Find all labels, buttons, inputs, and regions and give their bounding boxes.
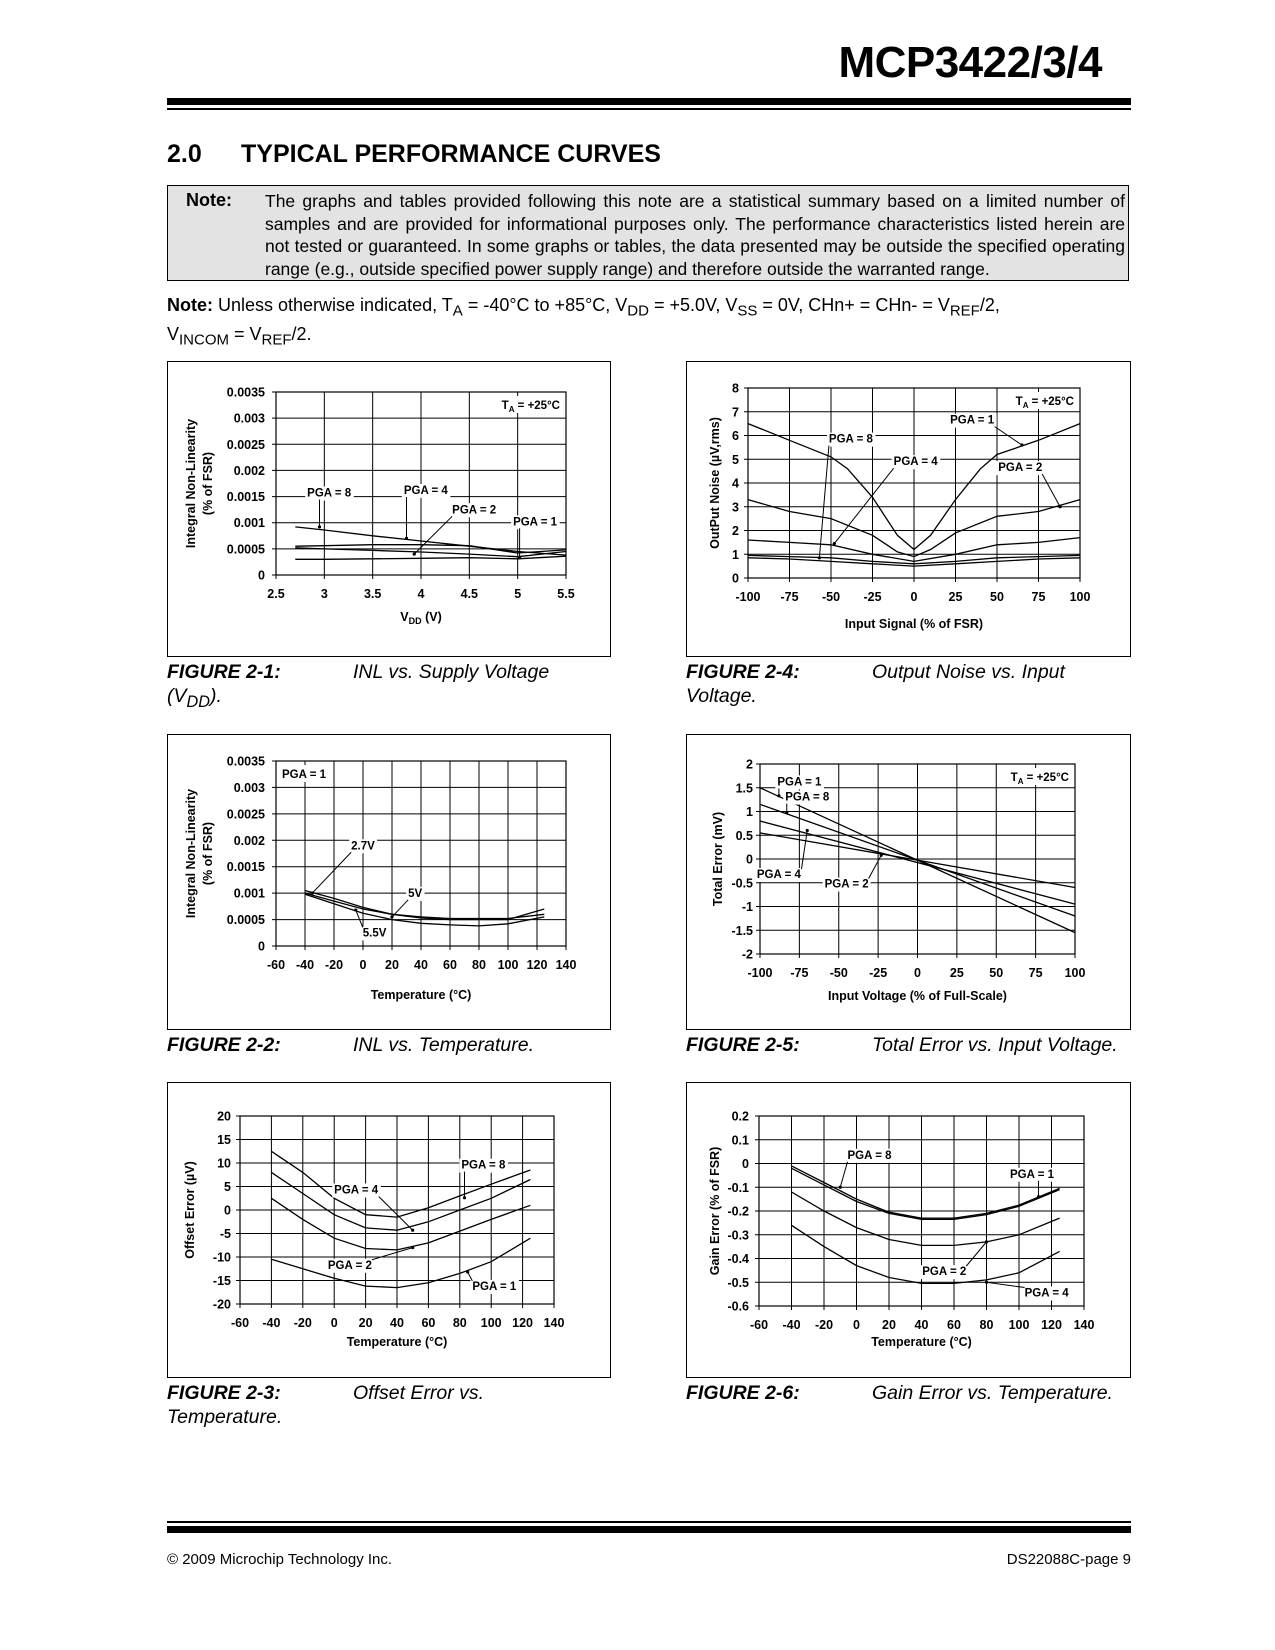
x-tick-label: -60	[266, 958, 286, 972]
series-label-pointer	[777, 794, 780, 797]
x-tick-label: 40	[390, 1316, 404, 1330]
series-label-pointer	[1058, 505, 1061, 508]
x-tick-label: -75	[790, 966, 809, 980]
x-tick-label: 120	[1041, 1318, 1062, 1332]
series-label: PGA = 4	[893, 456, 938, 469]
figure-caption-2-6	[686, 1381, 1131, 1405]
x-tick-label: -40	[295, 958, 315, 972]
conditions-sub: A	[452, 302, 463, 320]
y-tick-label: 0.0015	[226, 490, 265, 505]
x-axis-label-suffix: (V)	[421, 610, 442, 624]
document-title: MCP3422/3/4	[838, 38, 1102, 87]
y-tick-label: 8	[732, 381, 739, 396]
figure-caption-text: INL vs. Temperature.	[353, 1034, 535, 1056]
y-tick-label: 0.003	[233, 411, 265, 426]
chart-annotation-suffix: = +25°C	[514, 400, 560, 412]
series-label-leader	[801, 831, 807, 870]
x-tick-label: 5	[514, 587, 522, 601]
series-label-leader	[392, 900, 408, 917]
conditions-text: = 0V, CHn+ = CHn- = V	[757, 295, 950, 315]
footer-rule-thin	[167, 1521, 1131, 1523]
y-tick-label: -10	[212, 1250, 231, 1265]
x-tick-label: -50	[821, 590, 841, 604]
y-tick-label: 0.003	[233, 780, 265, 795]
x-tick-label: 120	[526, 958, 548, 972]
x-tick-label: 0	[359, 958, 367, 972]
y-tick-label: -0.2	[727, 1204, 749, 1219]
x-tick-label: -20	[293, 1316, 312, 1330]
y-tick-label: -1.5	[731, 923, 753, 938]
series-label: PGA = 8	[828, 433, 873, 446]
y-tick-label: 6	[732, 429, 739, 443]
series-label: PGA = 2	[452, 504, 497, 517]
x-tick-label: 4.5	[460, 587, 479, 601]
chart-noise-vs-input-svg	[687, 362, 1132, 658]
x-tick-label: 75	[1031, 590, 1046, 604]
x-tick-label: 0	[914, 966, 921, 980]
chart-annotation: $T_A = +25^\circ C$	[1010, 772, 1069, 786]
series-label-leader	[312, 852, 351, 893]
y-tick-label: -5	[219, 1227, 231, 1241]
figure-caption-text: INL vs. Supply Voltage	[353, 661, 550, 683]
x-tick-label: 4	[417, 587, 425, 601]
chart-inl-vs-temp-svg	[168, 735, 612, 1031]
section-heading	[167, 140, 661, 169]
chart-gain-error-svg	[687, 1083, 1132, 1379]
series-label: PGA = 8	[307, 487, 352, 500]
y-tick-label: 2	[746, 757, 753, 772]
conditions-text: = V	[229, 323, 262, 344]
y-tick-label: 0	[746, 852, 753, 867]
conditions-text: /2,	[979, 295, 1000, 315]
chart-annotation-sub: A	[508, 405, 515, 414]
header-rule	[167, 98, 1131, 105]
series-label-leader	[1042, 474, 1060, 507]
series-label: PGA = 8	[785, 791, 830, 804]
y-axis-label-units: (% of FSR)	[201, 451, 215, 516]
y-tick-label: 10	[217, 1156, 231, 1171]
y-tick-label: -0.1	[727, 1180, 749, 1195]
conditions-sub: REF	[261, 331, 292, 349]
conditions-text: = -40°C to +85°C, V	[462, 295, 628, 315]
x-tick-label: 100	[497, 958, 519, 972]
y-tick-label: 0.2	[731, 1109, 749, 1124]
x-tick-label: -40	[782, 1318, 801, 1332]
y-tick-label: 0.1	[731, 1133, 749, 1148]
y-axis-label: Offset Error (µV)	[183, 1161, 197, 1259]
x-tick-label: 140	[1073, 1318, 1095, 1332]
chart-total-error	[686, 734, 1131, 1030]
x-tick-label: 140	[555, 958, 577, 972]
chart-annotation-sub: A	[1017, 777, 1024, 786]
chart-annotation-suffix: = +25°C	[1028, 396, 1074, 408]
x-tick-label: 75	[1028, 966, 1043, 980]
y-tick-label: 0.001	[233, 886, 265, 901]
y-tick-label: -0.3	[727, 1228, 749, 1243]
chart-annotation: PGA = 1	[282, 769, 326, 781]
x-tick-label: 50	[989, 966, 1004, 980]
figure-caption-text: Voltage.	[686, 685, 757, 707]
x-tick-label: 60	[947, 1318, 961, 1332]
series-label-leader	[840, 1162, 847, 1188]
figure-caption-2-1	[167, 660, 611, 714]
x-tick-label: 40	[914, 1318, 929, 1332]
y-tick-label: -1	[741, 900, 753, 914]
x-tick-label: -50	[829, 966, 848, 980]
x-axis-label: Input Signal (% of FSR)	[844, 617, 984, 631]
x-tick-label: 3.5	[363, 587, 382, 601]
series-label-pointer	[806, 829, 809, 832]
y-tick-label: 7	[732, 405, 739, 420]
x-tick-label: 60	[421, 1316, 436, 1330]
chart-annotation: $T_A = +25^\circ C$	[1015, 396, 1074, 410]
y-tick-label: 0.0015	[226, 860, 265, 875]
figure-caption-2-4	[686, 660, 1131, 708]
x-tick-label: -75	[780, 590, 799, 604]
section-number: 2.0	[167, 140, 202, 168]
header-rule-thin	[167, 108, 1131, 110]
chart-gain-error	[686, 1082, 1131, 1378]
chart-annotation-sub: A	[1022, 401, 1029, 410]
conditions-label: Note:	[167, 295, 213, 315]
series-line	[295, 527, 566, 555]
chart-inl-vs-supply-svg	[168, 362, 612, 658]
y-tick-label: 4	[732, 476, 739, 491]
chart-annotation-suffix: = +25°C	[1023, 772, 1069, 784]
figure-caption-text: Output Noise vs. Input	[872, 661, 1065, 683]
y-tick-label: -20	[212, 1297, 231, 1312]
x-tick-label: 5.5	[557, 587, 575, 601]
y-tick-label: 1	[746, 805, 753, 819]
figure-caption-2-2	[167, 1033, 611, 1057]
x-tick-label: 20	[385, 958, 399, 972]
y-tick-label: 20	[217, 1109, 231, 1124]
x-tick-label: 100	[480, 1316, 502, 1330]
y-tick-label: 0	[742, 1157, 749, 1171]
x-axis-label: Temperature (°C)	[346, 1335, 448, 1349]
y-tick-label: 15	[217, 1133, 231, 1147]
x-tick-label: 120	[512, 1316, 534, 1330]
series-label: PGA = 2	[327, 1259, 372, 1272]
series-label-pointer	[413, 552, 416, 555]
series-line	[295, 556, 566, 559]
figure-caption-text: Total Error vs. Input Voltage.	[872, 1034, 1118, 1056]
y-tick-label: -15	[212, 1274, 231, 1288]
y-axis-label: Gain Error (% of FSR)	[708, 1146, 722, 1276]
series-label-pointer	[985, 1281, 988, 1284]
x-axis-label-sub: DD	[408, 616, 422, 626]
x-tick-label: 80	[979, 1318, 994, 1332]
y-tick-label: 0	[258, 568, 265, 583]
x-tick-label: 80	[472, 958, 486, 972]
x-axis-label: $V_{DD}$ (V)	[400, 610, 442, 626]
series-label: PGA = 1	[950, 414, 995, 427]
y-axis-label-units: (% of FSR)	[201, 821, 215, 886]
series-label: PGA = 2	[824, 878, 869, 891]
y-tick-label: 0.001	[233, 516, 265, 531]
series-label-pointer	[518, 556, 521, 559]
y-tick-label: 0.5	[735, 828, 753, 843]
series-label: PGA = 2	[922, 1266, 967, 1279]
y-tick-label: 3	[732, 500, 739, 515]
y-tick-label: 0.0035	[226, 754, 265, 769]
figure-number: FIGURE 2-4:	[686, 661, 800, 683]
y-tick-label: 0.0035	[226, 385, 265, 400]
x-tick-label: 25	[949, 966, 964, 980]
series-label-pointer	[1020, 443, 1023, 446]
x-axis-label: Temperature (°C)	[370, 988, 472, 1002]
x-tick-label: -100	[747, 966, 773, 980]
y-tick-label: 0.0005	[226, 913, 265, 928]
y-tick-label: -0.4	[727, 1252, 749, 1266]
series-label-pointer	[1037, 1195, 1040, 1198]
x-tick-label: -25	[869, 966, 888, 980]
series-label-pointer	[405, 537, 408, 540]
series-label-pointer	[818, 556, 821, 559]
x-tick-label: 2.5	[267, 587, 285, 601]
x-tick-label: 140	[543, 1316, 565, 1330]
figure-caption-sub: DD	[186, 692, 210, 711]
note-text: The graphs and tables provided following this note are a statistical summary based on a limited number of samples and are provided for informational purposes only. The performance characteristics listed herein are not tested or guaranteed. In some graphs or tables, the data presented may be outside the specified operating range (e.g., outside specified power supply range) and therefore outside the warranted range.	[265, 191, 1125, 279]
y-axis-label: Integral Non-Linearity	[184, 418, 198, 549]
series-label: PGA = 4	[756, 869, 801, 881]
chart-total-error-svg	[687, 735, 1132, 1031]
figure-caption-2-5	[686, 1033, 1131, 1057]
y-tick-label: 0	[258, 939, 265, 954]
x-tick-label: -20	[814, 1318, 834, 1332]
series-label: PGA = 4	[334, 1184, 379, 1197]
x-tick-label: 100	[1069, 590, 1091, 604]
y-tick-label: 0	[224, 1203, 231, 1218]
series-label: PGA = 1	[777, 776, 822, 789]
x-tick-label: 25	[948, 590, 963, 604]
figure-caption-text: Gain Error vs. Temperature.	[872, 1382, 1113, 1404]
series-label: 5.5V	[362, 927, 387, 940]
x-tick-label: 0	[853, 1318, 860, 1332]
chart-annotation: $T_A = +25^\circ C$	[501, 400, 560, 414]
conditions-sub: REF	[949, 302, 980, 320]
x-tick-label: 20	[358, 1316, 373, 1330]
footer-rule	[167, 1526, 1131, 1533]
x-axis-label: Temperature (°C)	[871, 1335, 972, 1349]
x-tick-label: -40	[262, 1316, 281, 1330]
series-label: PGA = 8	[847, 1149, 892, 1162]
x-tick-label: 3	[320, 587, 328, 601]
series-label-pointer	[311, 892, 314, 895]
test-conditions	[167, 294, 1127, 351]
series-label-leader	[819, 446, 829, 558]
figure-number: FIGURE 2-6:	[686, 1382, 800, 1404]
y-tick-label: 0.002	[233, 833, 265, 848]
note-label: Note:	[186, 190, 232, 210]
chart-offset-error	[167, 1082, 611, 1378]
figure-number: FIGURE 2-1:	[167, 661, 281, 683]
chart-inl-vs-supply	[167, 361, 611, 657]
chart-noise-vs-input	[686, 361, 1131, 657]
chart-inl-vs-temp	[167, 734, 611, 1030]
series-label-pointer	[833, 542, 836, 545]
conditions-text: /2.	[291, 323, 312, 344]
y-tick-label: 0	[732, 571, 739, 586]
conditions-text: V	[167, 323, 180, 344]
footer-copyright: © 2009 Microchip Technology Inc.	[167, 1551, 393, 1568]
x-tick-label: -60	[749, 1318, 769, 1332]
figure-number: FIGURE 2-2:	[167, 1034, 281, 1056]
y-tick-label: 0.0005	[226, 542, 265, 557]
figure-caption-2-3	[167, 1381, 611, 1429]
conditions-sub: SS	[737, 302, 758, 320]
series-label-pointer	[839, 1186, 842, 1189]
x-tick-label: -25	[863, 590, 882, 604]
series-label-pointer	[785, 811, 788, 814]
y-tick-label: 1	[732, 547, 739, 562]
series-label-pointer	[880, 854, 883, 857]
x-tick-label: 0	[330, 1316, 338, 1330]
series-label: PGA = 1	[1010, 1168, 1054, 1181]
x-tick-label: 50	[990, 590, 1004, 604]
y-axis-label: Integral Non-Linearity	[184, 788, 198, 919]
series-label: PGA = 4	[1024, 1287, 1069, 1300]
x-tick-label: -60	[230, 1316, 250, 1330]
series-label-pointer	[411, 1246, 414, 1249]
series-label: 5V	[408, 887, 423, 900]
x-tick-label: -20	[324, 958, 344, 972]
series-label: PGA = 4	[403, 484, 448, 497]
y-axis-label: Total Error (mV)	[711, 811, 725, 907]
x-tick-label: 0	[910, 590, 918, 604]
y-tick-label: -0.5	[727, 1275, 749, 1290]
series-label: PGA = 8	[461, 1159, 506, 1172]
figure-caption-text: Offset Error vs.	[353, 1382, 485, 1404]
chart-offset-error-svg	[168, 1083, 612, 1379]
y-tick-label: -2	[741, 947, 753, 962]
series-label-pointer	[466, 1270, 469, 1273]
figure-caption-text: ).	[209, 685, 222, 707]
figure-caption-text: Temperature.	[167, 1406, 283, 1428]
y-tick-label: 1.5	[735, 781, 753, 796]
y-tick-label: 5	[224, 1180, 231, 1194]
series-label-leader	[966, 1242, 986, 1266]
x-tick-label: 40	[414, 958, 428, 972]
y-tick-label: 0.0025	[226, 437, 265, 452]
footer-page-number: DS22088C-page 9	[1006, 1551, 1131, 1568]
y-tick-label: 2	[732, 524, 739, 538]
series-label-pointer	[463, 1196, 466, 1199]
series-label-pointer	[318, 525, 321, 528]
y-tick-label: 5	[732, 452, 739, 467]
figure-caption-text: (V	[167, 685, 187, 707]
series-label-pointer	[411, 1229, 414, 1232]
series-label: PGA = 1	[513, 516, 558, 529]
section-title: TYPICAL PERFORMANCE CURVES	[241, 140, 661, 168]
note-box	[167, 185, 1129, 281]
conditions-text: Unless otherwise indicated, T	[213, 295, 453, 315]
figure-number: FIGURE 2-3:	[167, 1382, 281, 1404]
series-label-pointer	[985, 1240, 988, 1243]
x-tick-label: 60	[443, 958, 457, 972]
series-label-pointer	[354, 908, 357, 911]
x-tick-label: 20	[882, 1318, 896, 1332]
conditions-sub: DD	[627, 302, 649, 320]
conditions-text: = +5.0V, V	[648, 295, 738, 315]
x-tick-label: 100	[1064, 966, 1086, 980]
x-axis-label: Input Voltage (% of Full-Scale)	[828, 989, 1007, 1003]
series-label-pointer	[390, 915, 393, 918]
y-tick-label: -0.5	[731, 876, 753, 891]
figure-number: FIGURE 2-5:	[686, 1034, 800, 1056]
x-tick-label: 100	[1008, 1318, 1030, 1332]
series-label: 2.7V	[351, 840, 375, 853]
series-label: PGA = 1	[472, 1280, 517, 1293]
y-axis-label: OutPut Noise (µV,rms)	[708, 417, 722, 549]
y-tick-label: 0.0025	[226, 807, 265, 822]
x-tick-label: 80	[452, 1316, 467, 1330]
series-label: PGA = 2	[998, 462, 1043, 475]
y-tick-label: -0.6	[727, 1299, 749, 1314]
conditions-sub: INCOM	[179, 331, 230, 349]
x-tick-label: -100	[735, 590, 761, 604]
y-tick-label: 0.002	[233, 463, 265, 478]
